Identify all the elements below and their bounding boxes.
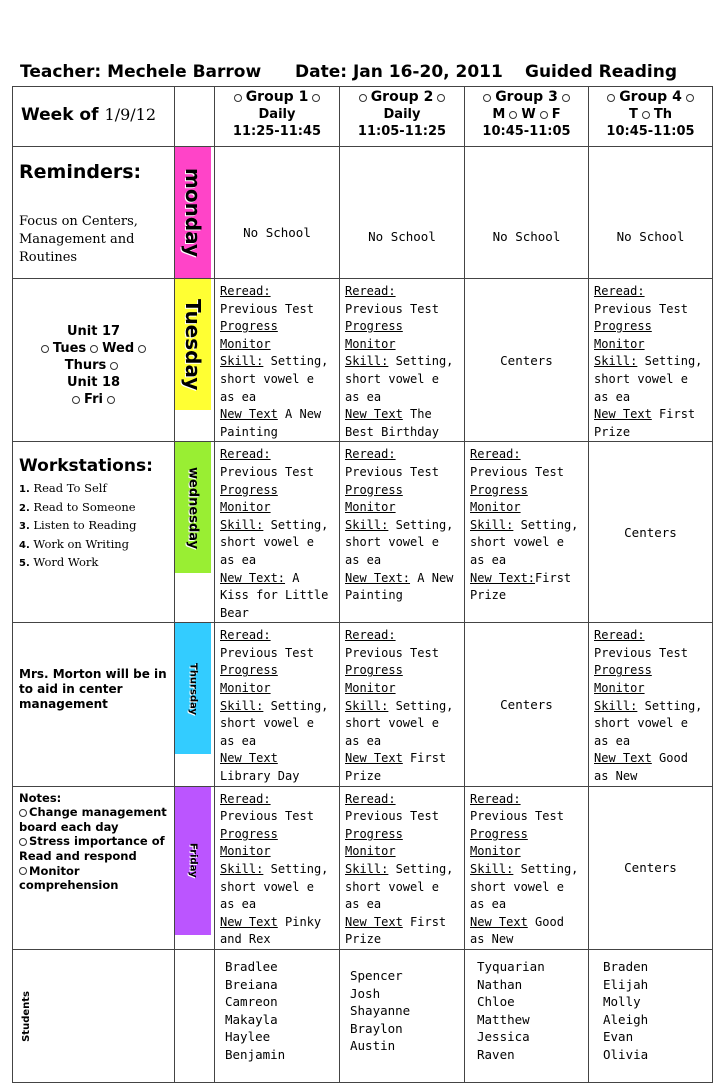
student-name: Braden — [603, 958, 649, 974]
previous-test: Previous Test — [220, 645, 314, 660]
centers-text: Centers — [624, 860, 677, 876]
skill-text: Setting, short vowel e as ea — [220, 698, 329, 748]
mon-group-2 — [340, 147, 465, 279]
previous-test: Previous Test — [470, 464, 564, 479]
new-text-label: New Text — [594, 751, 652, 766]
skill-label: Skill: — [594, 698, 638, 713]
fri-group-1 — [215, 786, 340, 949]
day-label: wednesday — [185, 466, 201, 549]
student-name: Jessica — [477, 1029, 530, 1045]
students-label-cell — [13, 949, 175, 1082]
previous-test: Previous Test — [345, 464, 439, 479]
student-name: Bradlee — [225, 958, 278, 974]
groups-header-row — [13, 87, 713, 147]
list-item — [19, 805, 168, 834]
skill-text: Setting, short vowel e as ea — [345, 698, 454, 748]
note-text: Change management board each day — [19, 805, 167, 834]
note-text: Monitor comprehension — [19, 863, 119, 893]
skill-label: Skill: — [470, 517, 514, 532]
previous-test: Previous Test — [345, 645, 439, 660]
bullet-icon — [359, 94, 367, 102]
friday-band-cell — [175, 786, 215, 949]
student-name: Shayanne — [350, 1003, 411, 1019]
teacher-label: Teacher: Mechele Barrow — [20, 62, 262, 82]
lesson-plan-table — [12, 86, 713, 1083]
new-text-title: First Prize — [470, 570, 572, 603]
student-name: Makayla — [225, 1011, 278, 1027]
group-name: Group 3 — [495, 89, 558, 105]
day-label: Thursday — [187, 662, 199, 715]
students-label-wrap — [13, 950, 39, 1082]
skill-label: Skill: — [345, 698, 389, 713]
units-cell — [13, 279, 175, 442]
list-text: Listen to Reading — [33, 518, 137, 533]
skill-label: Skill: — [345, 862, 389, 876]
no-school-text: No School — [243, 225, 311, 240]
centers-text: Centers — [624, 524, 677, 540]
thursday-band-cell — [175, 623, 215, 786]
new-text-label: New Text — [345, 914, 403, 929]
week-of-cell — [13, 87, 175, 147]
reread-label: Reread: — [594, 284, 645, 298]
no-school-text: No School — [492, 229, 561, 244]
wed-group-3 — [465, 442, 589, 623]
student-name: Matthew — [477, 1011, 530, 1027]
bullet-icon — [110, 362, 118, 370]
friday-band — [175, 787, 211, 935]
previous-test: Previous Test — [345, 809, 439, 824]
skill-text: Setting, short vowel e as ea — [220, 354, 329, 404]
group-time: 10:45-11:05 — [606, 124, 695, 139]
new-text-label: New Text — [345, 751, 403, 766]
new-text-title: First Prize — [345, 914, 447, 947]
reread-label: Reread: — [345, 447, 396, 462]
bullet-icon — [509, 111, 517, 119]
reread-label: Reread: — [345, 284, 396, 298]
bullet-icon — [138, 345, 146, 353]
skill-text: Setting, short vowel e as ea — [220, 517, 329, 567]
week-label: Week of — [21, 105, 99, 125]
monday-row — [13, 147, 713, 279]
new-text-title: A Kiss for Little Bear — [220, 570, 329, 620]
aid-note: Mrs. Morton will be in to aid in center management — [19, 667, 167, 712]
bullet-icon — [234, 94, 242, 102]
skill-label: Skill: — [594, 354, 638, 369]
list-text: Read to Someone — [33, 499, 136, 514]
student-name: Chloe — [477, 994, 515, 1010]
bullet-icon — [19, 867, 27, 875]
list-item — [19, 536, 168, 555]
list-item — [19, 864, 168, 893]
workstations-title: Workstations: — [19, 456, 153, 477]
reread-label: Reread: — [220, 791, 271, 806]
bullet-icon — [607, 94, 615, 102]
thursday-row — [13, 623, 713, 786]
bullet-icon — [107, 396, 115, 404]
list-number: 4. — [19, 539, 30, 551]
tuesday-band — [175, 279, 211, 410]
day-label: Friday — [187, 843, 199, 878]
students-group-1 — [215, 949, 340, 1082]
thu-group-3 — [465, 623, 589, 786]
progress-monitor: Progress Monitor — [220, 826, 278, 859]
tue-group-2 — [340, 279, 465, 442]
students-group-2 — [340, 949, 465, 1082]
new-text-label: New Text — [220, 751, 278, 766]
group-name: Group 4 — [619, 89, 682, 105]
bullet-icon — [312, 94, 320, 102]
previous-test: Previous Test — [220, 301, 314, 316]
list-number: 3. — [19, 521, 30, 533]
aid-note-cell — [13, 623, 175, 786]
reread-label: Reread: — [345, 791, 396, 806]
students-label: Students — [20, 990, 32, 1042]
progress-monitor: Progress Monitor — [220, 319, 278, 351]
skill-label: Skill: — [220, 354, 264, 369]
group-name: Group 2 — [370, 89, 434, 105]
list-number: 2. — [19, 502, 30, 514]
skill-text: Setting, short vowel e as ea — [470, 862, 579, 912]
students-group-4 — [589, 949, 713, 1082]
new-text-label: New Text — [345, 407, 403, 422]
student-name: Nathan — [477, 976, 523, 992]
wednesday-row — [13, 442, 713, 623]
group-name: Group 1 — [245, 89, 309, 105]
note-text: Stress importance of Read and respond — [19, 834, 165, 863]
progress-monitor: Progress Monitor — [345, 482, 403, 515]
reminders-body: Focus on Centers, Management and Routines — [19, 214, 138, 265]
student-name: Olivia — [603, 1046, 649, 1062]
wednesday-band — [175, 442, 211, 573]
wed-group-4 — [589, 442, 713, 623]
freq-day: Th — [653, 107, 672, 122]
reread-label: Reread: — [220, 447, 271, 462]
bullet-icon — [90, 345, 98, 353]
group-time: 11:05-11:25 — [357, 124, 447, 139]
fri-group-4 — [589, 786, 713, 949]
skill-text: Setting, short vowel e as ea — [594, 354, 703, 404]
skill-text: Setting, short vowel e as ea — [345, 354, 454, 404]
header-spacer — [175, 87, 215, 147]
previous-test: Previous Test — [345, 301, 439, 316]
new-text-title: Good as New — [594, 751, 688, 784]
student-name: Haylee — [225, 1029, 271, 1045]
new-text-title: Library Day — [220, 769, 300, 784]
units-block — [19, 323, 168, 408]
student-name: Raven — [477, 1046, 515, 1062]
students-row — [13, 949, 713, 1082]
student-name: Austin — [350, 1038, 396, 1054]
skill-label: Skill: — [220, 517, 264, 532]
reread-label: Reread: — [220, 284, 271, 298]
student-name: Camreon — [225, 994, 278, 1010]
fri-group-3 — [465, 786, 589, 949]
new-text-label: New Text — [220, 914, 278, 929]
bullet-icon — [19, 838, 27, 846]
mon-group-3 — [465, 147, 589, 279]
progress-monitor: Progress Monitor — [594, 319, 652, 351]
progress-monitor: Progress Monitor — [470, 826, 528, 859]
skill-label: Skill: — [220, 698, 264, 713]
new-text-title: The Best Birthday — [345, 407, 439, 439]
skill-label: Skill: — [345, 354, 389, 369]
new-text-title: First Prize — [345, 751, 447, 784]
student-name: Breiana — [225, 976, 278, 992]
reread-label: Reread: — [345, 628, 396, 643]
group-time: 11:25-11:45 — [232, 124, 322, 139]
skill-text: Setting, short vowel e as ea — [594, 698, 703, 748]
student-name: Tyquarian — [477, 958, 545, 974]
bullet-icon — [562, 94, 570, 102]
group-time: 10:45-11:05 — [482, 124, 571, 139]
new-text-label: New Text — [594, 407, 652, 422]
new-text-label: New Text: — [470, 570, 536, 585]
bullet-icon — [437, 94, 445, 102]
new-text-title: A New Painting — [220, 407, 322, 439]
unit-17-label: Unit 17 — [66, 324, 121, 339]
wed-group-2 — [340, 442, 465, 623]
students-group-3 — [465, 949, 589, 1082]
bullet-icon — [540, 111, 548, 119]
reread-label: Reread: — [594, 628, 645, 643]
tuesday-row — [13, 279, 713, 442]
wednesday-band-cell — [175, 442, 215, 623]
student-name: Aleigh — [603, 1011, 649, 1027]
week-date: 1/9/12 — [104, 105, 157, 124]
bullet-icon — [483, 94, 491, 102]
day-label: monday — [181, 167, 205, 258]
student-name: Evan — [603, 1029, 634, 1045]
notes-title: Notes: — [19, 790, 62, 805]
reread-label: Reread: — [470, 447, 521, 462]
students-spacer — [175, 949, 215, 1082]
group-4-header — [589, 87, 713, 147]
list-item — [19, 834, 168, 863]
new-text-title: A New Painting — [345, 570, 454, 603]
unit-day: Wed — [102, 341, 135, 356]
unit-day: Tues — [52, 341, 87, 356]
new-text-title: Good as New — [470, 914, 564, 947]
freq-day: M — [492, 107, 506, 122]
tue-group-3 — [465, 279, 589, 442]
plan-title: Guided Reading — [525, 62, 678, 82]
previous-test: Previous Test — [220, 809, 314, 824]
new-text-label: New Text: — [345, 570, 411, 585]
list-number: 5. — [19, 558, 30, 570]
monday-band — [175, 147, 211, 278]
student-name: Braylon — [350, 1020, 403, 1036]
student-name: Josh — [350, 985, 381, 1001]
mon-group-4 — [589, 147, 713, 279]
friday-row — [13, 786, 713, 949]
bullet-icon — [686, 94, 694, 102]
workstations-cell — [13, 442, 175, 623]
monday-band-cell — [175, 147, 215, 279]
thu-group-1 — [215, 623, 340, 786]
list-text: Read To Self — [33, 481, 107, 496]
skill-text: Setting, short vowel e as ea — [470, 517, 579, 567]
thu-group-4 — [589, 623, 713, 786]
freq-day: T — [629, 107, 638, 122]
bullet-icon — [19, 809, 27, 817]
notes-cell — [13, 786, 175, 949]
group-frequency: Daily — [383, 107, 421, 122]
centers-text: Centers — [500, 352, 553, 368]
list-number: 1. — [19, 484, 30, 496]
skill-label: Skill: — [470, 862, 514, 876]
bullet-icon — [72, 396, 80, 404]
progress-monitor: Progress Monitor — [345, 826, 403, 859]
centers-text: Centers — [500, 696, 553, 712]
notes-block — [19, 791, 168, 893]
new-text-title: First Prize — [594, 407, 696, 439]
student-name: Elijah — [603, 976, 649, 992]
reread-label: Reread: — [220, 628, 271, 643]
list-item — [19, 554, 168, 573]
list-item — [19, 517, 168, 536]
previous-test: Previous Test — [594, 301, 688, 316]
unit-day: Fri — [84, 392, 103, 407]
freq-day: W — [521, 107, 536, 122]
page-header — [20, 60, 710, 84]
bullet-icon — [642, 111, 650, 119]
thursday-band — [175, 623, 211, 754]
skill-text: Setting, short vowel e as ea — [345, 517, 454, 567]
bullet-icon — [41, 345, 49, 353]
tue-group-4 — [589, 279, 713, 442]
progress-monitor: Progress Monitor — [594, 663, 652, 696]
student-name: Molly — [603, 994, 641, 1010]
reminders-title: Reminders: — [19, 161, 142, 183]
unit-day: Thurs — [64, 358, 107, 373]
student-name: Spencer — [350, 967, 403, 983]
date-label: Date: Jan 16-20, 2011 — [295, 62, 503, 82]
no-school-text: No School — [368, 229, 436, 244]
list-item — [19, 480, 168, 499]
skill-label: Skill: — [345, 517, 389, 532]
thu-group-2 — [340, 623, 465, 786]
previous-test: Previous Test — [470, 809, 564, 824]
new-text-label: New Text: — [220, 570, 286, 585]
group-2-header — [340, 87, 465, 147]
skill-text: Setting, short vowel e as ea — [345, 862, 454, 912]
workstations-list — [19, 480, 168, 573]
freq-day: F — [551, 107, 561, 122]
list-text: Word Work — [33, 555, 99, 570]
previous-test: Previous Test — [220, 464, 314, 479]
fri-group-2 — [340, 786, 465, 949]
no-school-text: No School — [616, 229, 685, 244]
reminders-cell — [13, 147, 175, 279]
new-text-label: New Text — [470, 914, 528, 929]
previous-test: Previous Test — [594, 645, 688, 660]
group-1-header — [215, 87, 340, 147]
group-3-header — [465, 87, 589, 147]
progress-monitor: Progress Monitor — [470, 482, 528, 515]
new-text-label: New Text — [220, 407, 278, 422]
tuesday-band-cell — [175, 279, 215, 442]
group-frequency — [465, 106, 588, 123]
wed-group-1 — [215, 442, 340, 623]
student-name: Benjamin — [225, 1046, 286, 1062]
skill-text: Setting, short vowel e as ea — [220, 862, 329, 912]
progress-monitor: Progress Monitor — [345, 319, 403, 351]
tue-group-1 — [215, 279, 340, 442]
list-text: Work on Writing — [33, 536, 130, 551]
day-label: Tuesday — [181, 298, 205, 391]
new-text-title: Pinky and Rex — [220, 914, 322, 947]
skill-label: Skill: — [220, 862, 264, 876]
mon-group-1 — [215, 147, 340, 279]
progress-monitor: Progress Monitor — [345, 663, 403, 696]
progress-monitor: Progress Monitor — [220, 663, 278, 696]
unit-18-label: Unit 18 — [66, 375, 121, 390]
list-item — [19, 499, 168, 518]
reread-label: Reread: — [470, 791, 521, 806]
progress-monitor: Progress Monitor — [220, 482, 278, 515]
group-frequency: Daily — [258, 107, 296, 122]
group-frequency — [589, 106, 712, 123]
